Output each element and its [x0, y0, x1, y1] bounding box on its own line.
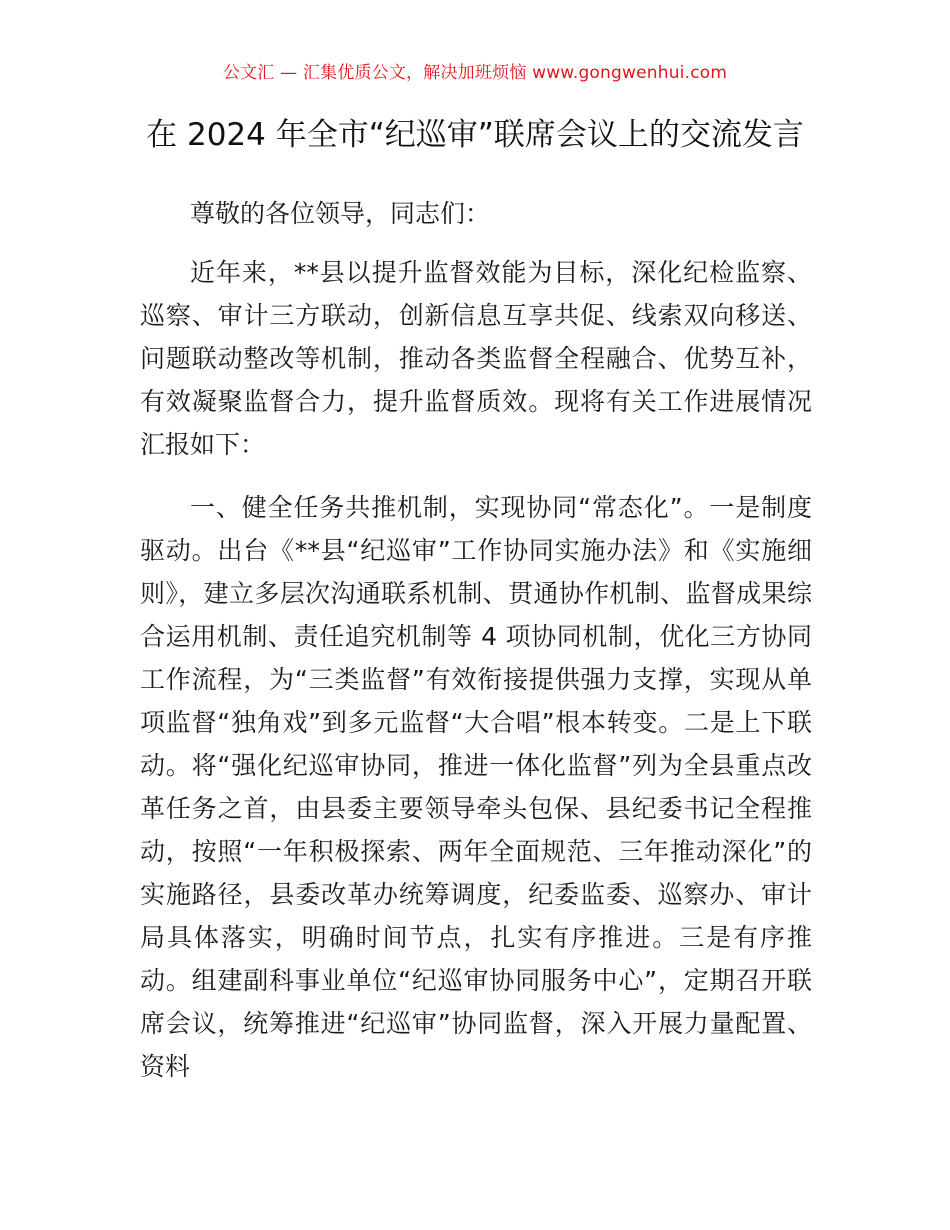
document-title: 在 2024 年全市“纪巡审”联席会议上的交流发言 — [146, 117, 804, 153]
site-banner: 公文汇 — 汇集优质公文，解决加班烦恼 www.gongwenhui.com — [222, 63, 728, 83]
document-body — [140, 192, 812, 1108]
paragraph-section-one: 一、健全任务共推机制，实现协同“常态化”。一是制度驱动。出台《**县“纪巡审”工作协同实施办法》和《实施细则》，建立多层次沟通联系机制、贯通协作机制、监督成果综合运用机制、责任追究机制等 4 项协同机制，优化三方协同工作流程，为“三类监督”有效衔接提供强力支撑，实现从单项监督“独角戏”到多元监督“大合唱”根本转变。二是上下联动。将“强化纪巡审协同，推进一体化监督”列为全县重点改革任务之首，由县委主要领导牵头包保、县纪委书记全程推动，按照“一年积极探索、两年全面规范、三年推动深化”的实施路径，县委改革办统筹调度，纪委监委、巡察办、审计局具体落实，明确时间节点，扎实有序推进。三是有序推动。组建副科事业单位“纪巡审协同服务中心”，定期召开联席会议，统筹推进“纪巡审”协同监督，深入开展力量配置、资料 — [140, 493, 812, 1081]
paragraph-intro: 近年来，**县以提升监督效能为目标，深化纪检监察、巡察、审计三方联动，创新信息互享共促、线索双向移送、问题联动整改等机制，推动各类监督全程融合、优势互补，有效凝聚监督合力，提升监督质效。现将有关工作进展情况汇报如下： — [140, 258, 812, 459]
greeting: 尊敬的各位领导，同志们： — [190, 199, 491, 228]
